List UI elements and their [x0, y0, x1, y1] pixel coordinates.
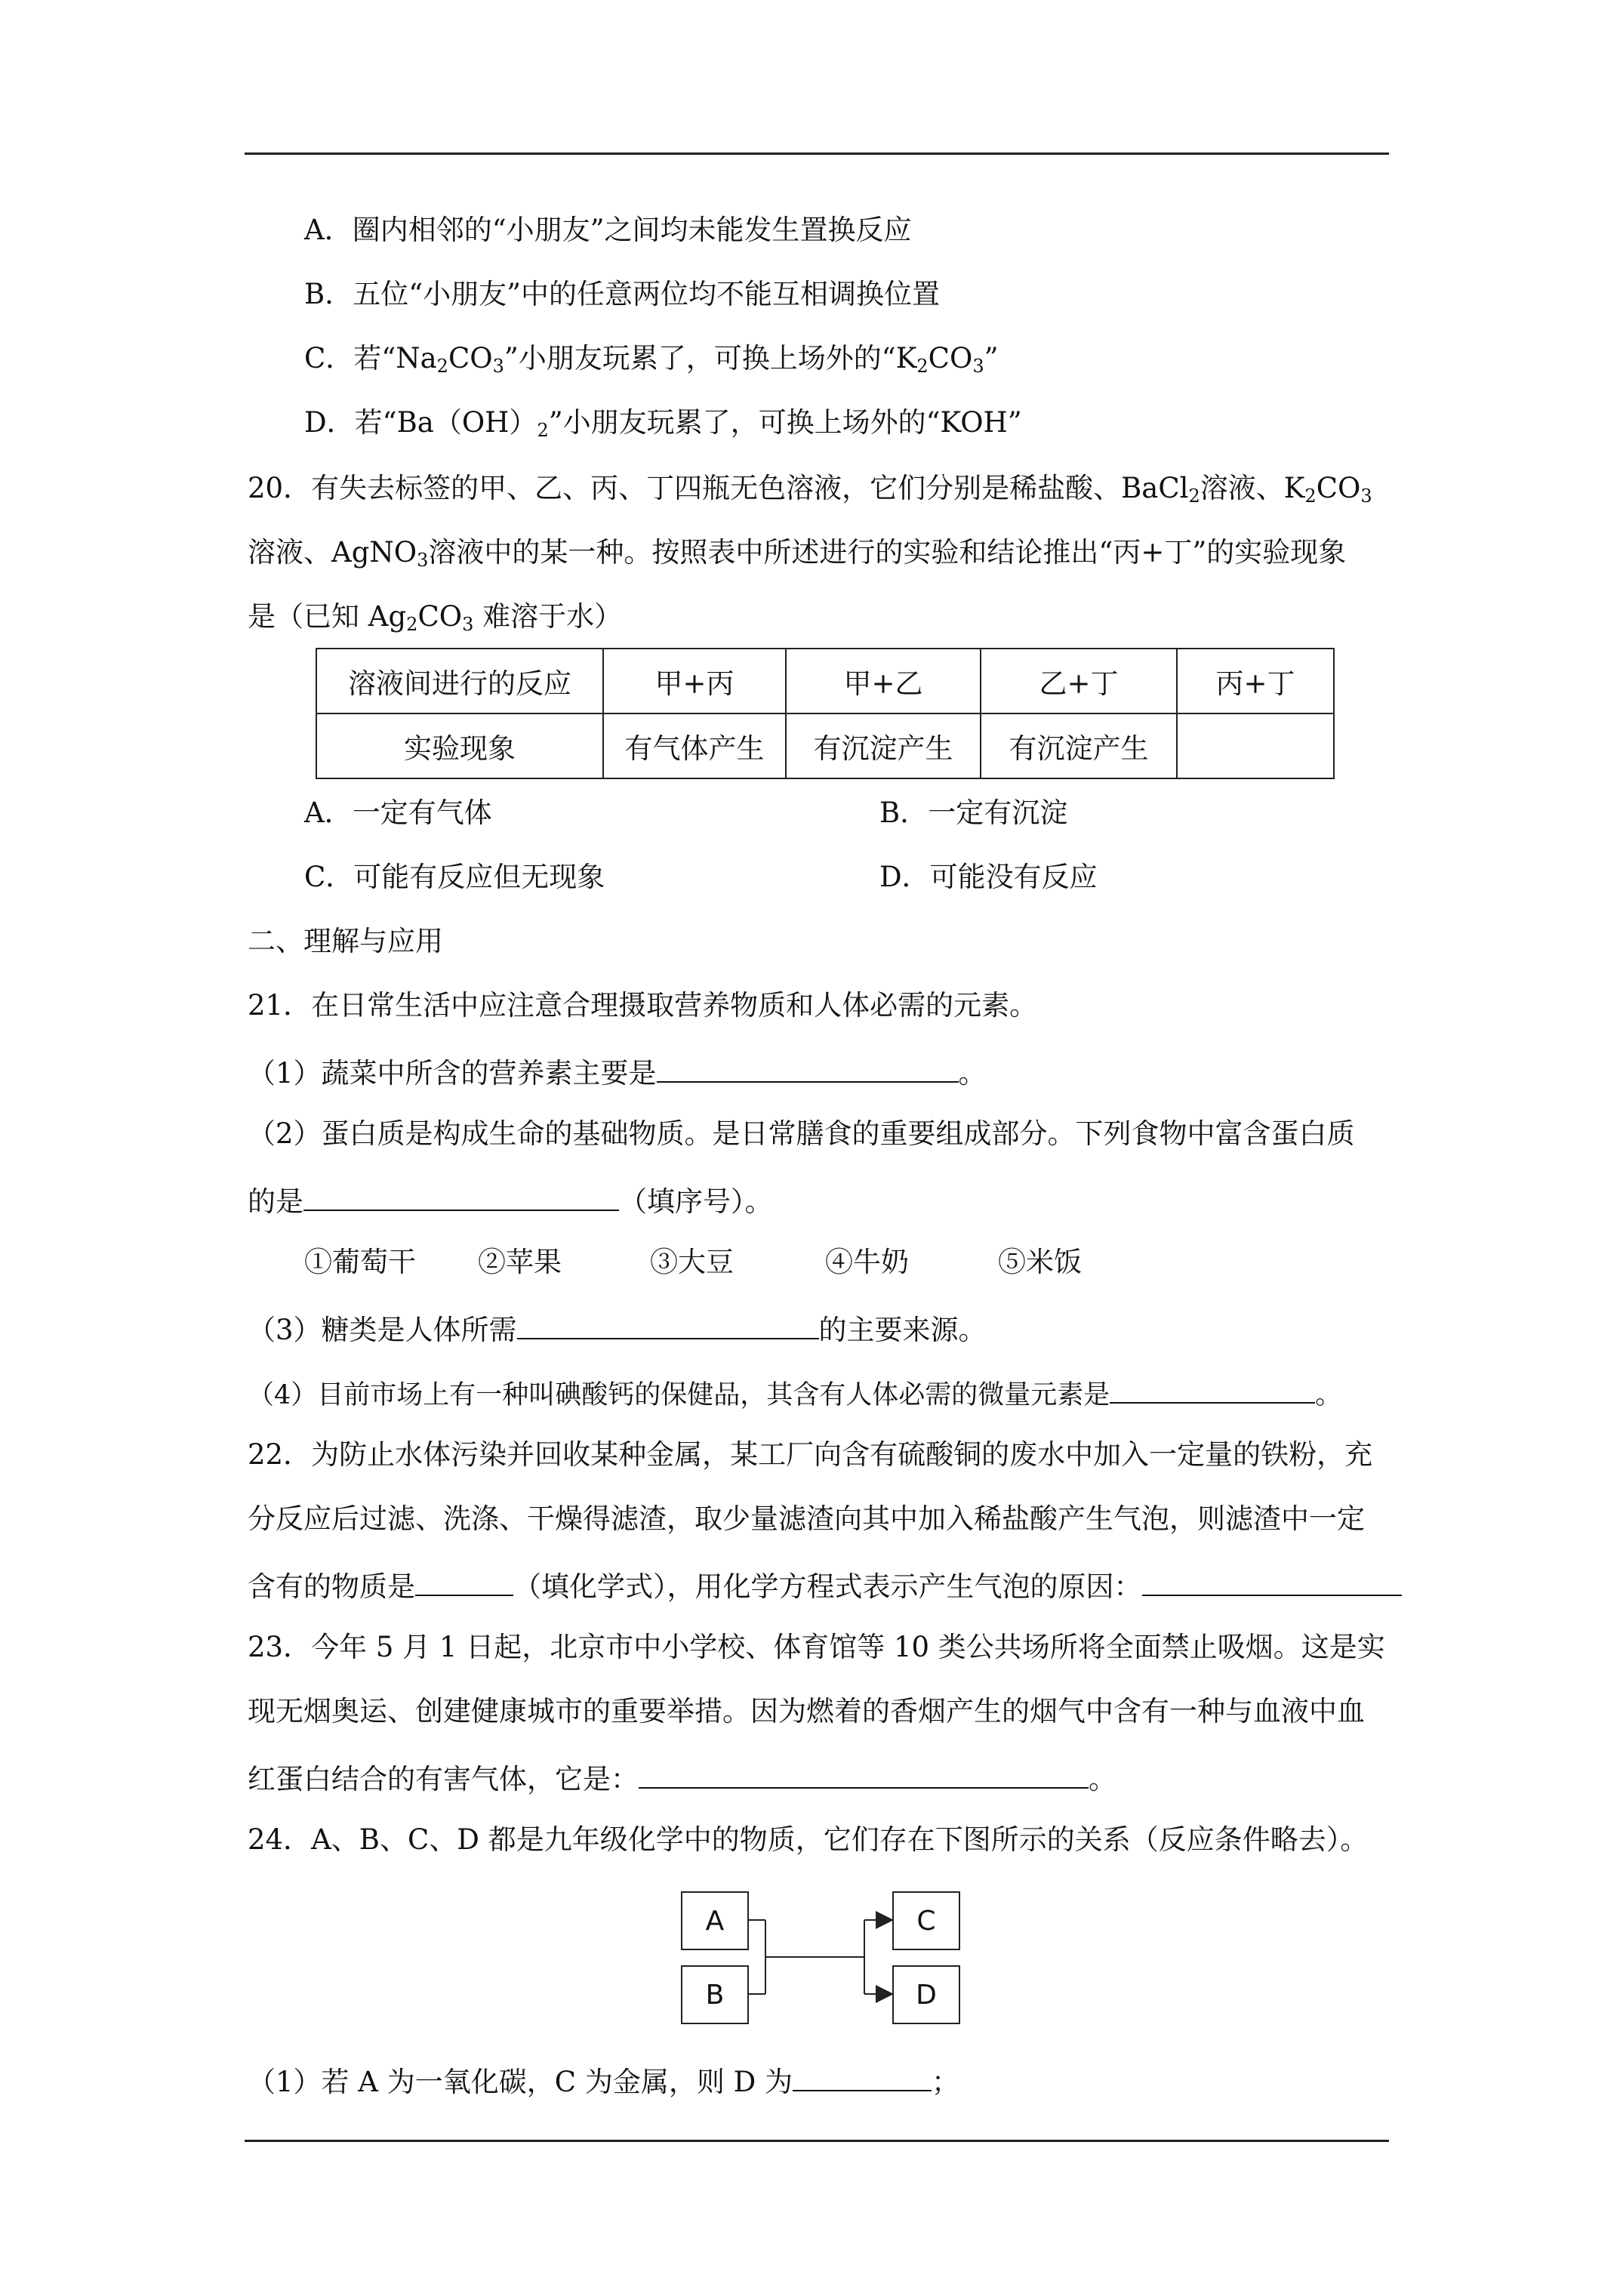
answer-blank[interactable]	[639, 1757, 1089, 1789]
diagram-connectors	[747, 1920, 891, 1994]
q22-line3: 含有的物质是 （填化学式），用化学方程式表示产生气泡的原因：	[248, 1564, 1402, 1606]
q21-part3: （3）糖类是人体所需 的主要来源。	[248, 1308, 987, 1349]
q24-part1: （1）若 A 为一氧化碳，C 为金属，则 D 为 ；	[248, 2060, 959, 2101]
q21-part2-line1: （2）蛋白质是构成生命的基础物质。是日常膳食的重要组成部分。下列食物中富含蛋白质	[248, 1117, 1355, 1150]
table-cell: 实验现象	[316, 713, 603, 778]
q21-stem: 21．在日常生活中应注意合理摄取营养物质和人体必需的元素。	[248, 989, 1038, 1022]
q24-stem: 24．A、B、C、D 都是九年级化学中的物质，它们存在下图所示的关系（反应条件略去）。	[248, 1823, 1369, 1856]
answer-blank[interactable]	[793, 2060, 932, 2091]
q23-line1: 23．今年 5 月 1 日起，北京市中小学校、体育馆等 10 类公共场所将全面禁止吸烟。这是实	[248, 1631, 1385, 1663]
table-row	[316, 713, 1334, 778]
q20-stem-line1: 20．有失去标签的甲、乙、丙、丁四瓶无色溶液，它们分别是稀盐酸、BaCl$_2$溶液、$K_2CO_3$	[248, 472, 1372, 507]
q23-line3: 红蛋白结合的有害气体，它是： 。	[248, 1757, 1116, 1798]
q19-option-c: C．若“$Na_2CO_3$”小朋友玩累了，可换上场外的“$K_2CO_3$”	[304, 342, 999, 377]
q19-option-a: A．圈内相邻的“小朋友”之间均未能发生置换反应	[304, 214, 912, 246]
table-header-cell: 甲+丙	[603, 649, 786, 713]
q20-option-c: C．可能有反应但无现象	[304, 861, 605, 893]
table-header-cell: 甲+乙	[786, 649, 981, 713]
answer-blank[interactable]	[415, 1564, 513, 1596]
answer-blank[interactable]	[657, 1051, 959, 1083]
q19-option-b: B．五位“小朋友”中的任意两位均不能互相调换位置	[304, 278, 941, 310]
reaction-table	[316, 648, 1335, 779]
table-header-cell: 丙+丁	[1177, 649, 1334, 713]
header-rule	[245, 153, 1389, 155]
q20-stem-line2: 溶液、AgNO$_3$溶液中的某一种。按照表中所述进行的实验和结论推出“丙+丁”的实验现象	[248, 536, 1347, 571]
diagram-box-b: B	[681, 1965, 749, 2024]
q20-stem-line3: 是（已知 $Ag_2CO_3$ 难溶于水）	[248, 600, 623, 635]
q21-food-option: ①葡萄干	[304, 1246, 416, 1278]
q22-line1: 22．为防止水体污染并回收某种金属，某工厂向含有硫酸铜的废水中加入一定量的铁粉，充	[248, 1438, 1373, 1471]
q21-part2-line2: 的是 （填序号）。	[248, 1179, 773, 1221]
table-cell: 有沉淀产生	[981, 713, 1177, 778]
answer-blank[interactable]	[303, 1179, 619, 1211]
q21-food-option: ⑤米饭	[998, 1246, 1082, 1278]
diagram-box-c: C	[892, 1891, 960, 1950]
footer-rule	[245, 2140, 1389, 2142]
table-cell: 有气体产生	[603, 713, 786, 778]
table-cell: 有沉淀产生	[786, 713, 981, 778]
q20-option-a: A．一定有气体	[304, 797, 492, 829]
q21-food-option: ②苹果	[478, 1246, 562, 1278]
q19-option-d: D．若“$Ba(OH)_2$”小朋友玩累了，可换上场外的“KOH”	[304, 406, 1022, 441]
q23-line2: 现无烟奥运、创建健康城市的重要举措。因为燃着的香烟产生的烟气中含有一种与血液中血	[248, 1695, 1365, 1727]
q22-line2: 分反应后过滤、洗涤、干燥得滤渣，取少量滤渣向其中加入稀盐酸产生气泡，则滤渣中一定	[248, 1502, 1365, 1535]
diagram-box-a: A	[681, 1891, 749, 1950]
table-cell	[1177, 713, 1334, 778]
q21-food-option: ③大豆	[650, 1246, 734, 1278]
diagram-box-d: D	[892, 1965, 960, 2024]
q21-part1: （1）蔬菜中所含的营养素主要是 。	[248, 1051, 987, 1093]
answer-blank[interactable]	[1110, 1372, 1315, 1404]
answer-blank[interactable]	[517, 1308, 819, 1339]
q20-option-b: B．一定有沉淀	[879, 797, 1068, 829]
q21-food-option: ④牛奶	[825, 1246, 909, 1278]
table-row	[316, 649, 1334, 713]
table-header-cell: 溶液间进行的反应	[316, 649, 603, 713]
table-header-cell: 乙+丁	[981, 649, 1177, 713]
answer-blank[interactable]	[1142, 1564, 1402, 1596]
q20-option-d: D．可能没有反应	[879, 861, 1098, 893]
q21-part4: （4）目前市场上有一种叫碘酸钙的保健品，其含有人体必需的微量元素是 。	[248, 1372, 1341, 1414]
section-heading: 二、理解与应用	[248, 925, 443, 957]
